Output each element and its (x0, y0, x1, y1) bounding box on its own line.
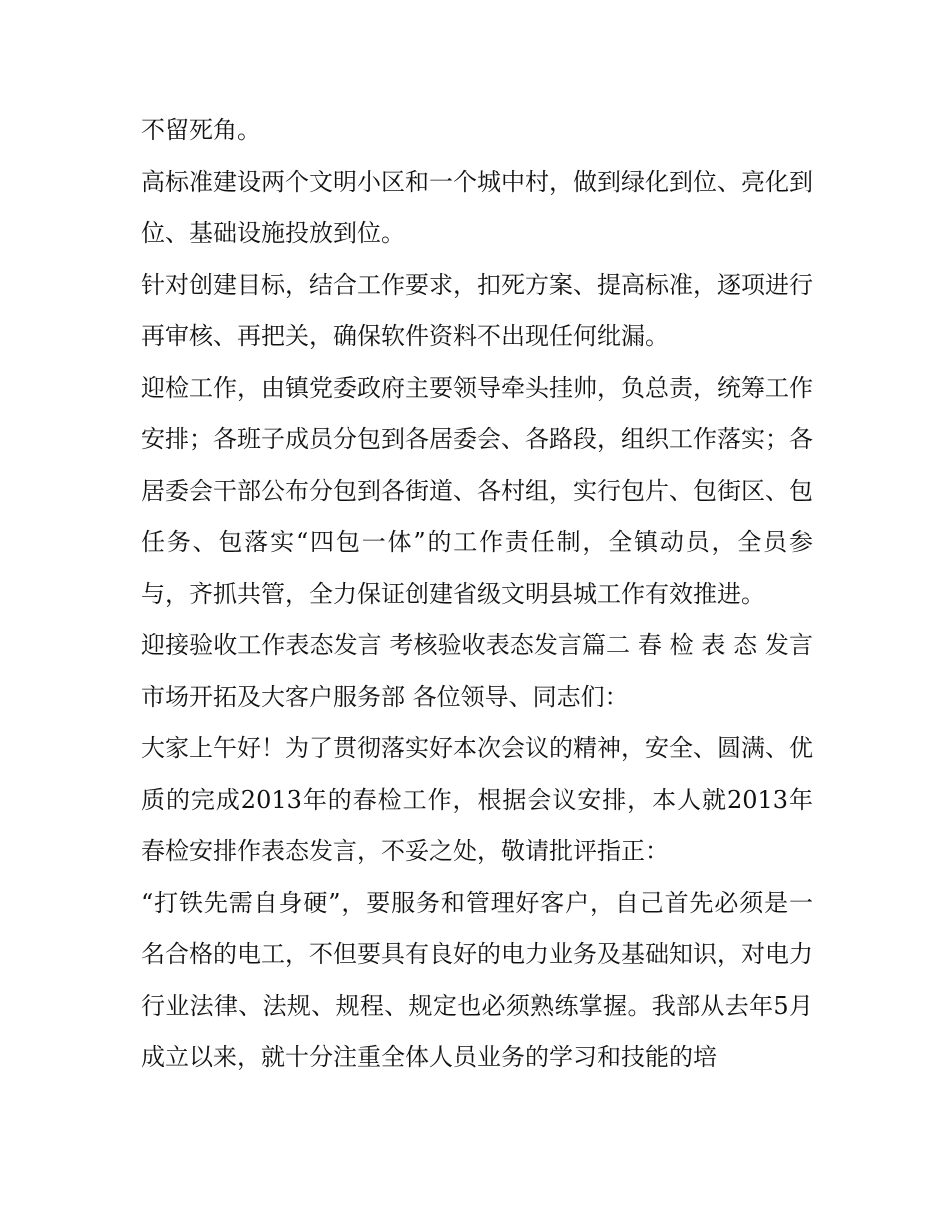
paragraph: 迎接验收工作表态发言 考核验收表态发言篇二 春 检 表 态 发言 市场开拓及大客户服务部 各位领导、同志们： (141, 631, 813, 711)
paragraph: “打铁先需自身硬”，要服务和管理好客户，自己首先必须是一名合格的电工，不但要具有良好的电力业务及基础知识，对电力行业法律、法规、规程、规定也必须熟练掌握。我部从去年5月成立以来，就十分注重全体人员业务的学习和技能的培 (141, 888, 813, 1071)
paragraph: 针对创建目标，结合工作要求，扣死方案、提高标准，逐项进行再审核、再把关，确保软件资料不出现任何纰漏。 (141, 270, 813, 350)
paragraph: 高标准建设两个文明小区和一个城中村，做到绿化到位、亮化到位、基础设施投放到位。 (141, 167, 813, 247)
paragraph: 大家上午好！为了贯彻落实好本次会议的精神，安全、圆满、优质的完成2013年的春检工作，根据会议安排，本人就2013年春检安排作表态发言，不妥之处，敬请批评指正： (141, 734, 813, 865)
paragraph: 不留死角。 (141, 116, 261, 144)
document-body (141, 105, 813, 1084)
paragraph: 迎检工作，由镇党委政府主要领导牵头挂帅，负总责，统筹工作安排；各班子成员分包到各居委会、各路段，组织工作落实；各居委会干部公布分包到各街道、各村组，实行包片、包街区、包任务、包落实“四包一体”的工作责任制，全镇动员，全员参与，齐抓共管，全力保证创建省级文明县城工作有效推进。 (141, 373, 813, 608)
